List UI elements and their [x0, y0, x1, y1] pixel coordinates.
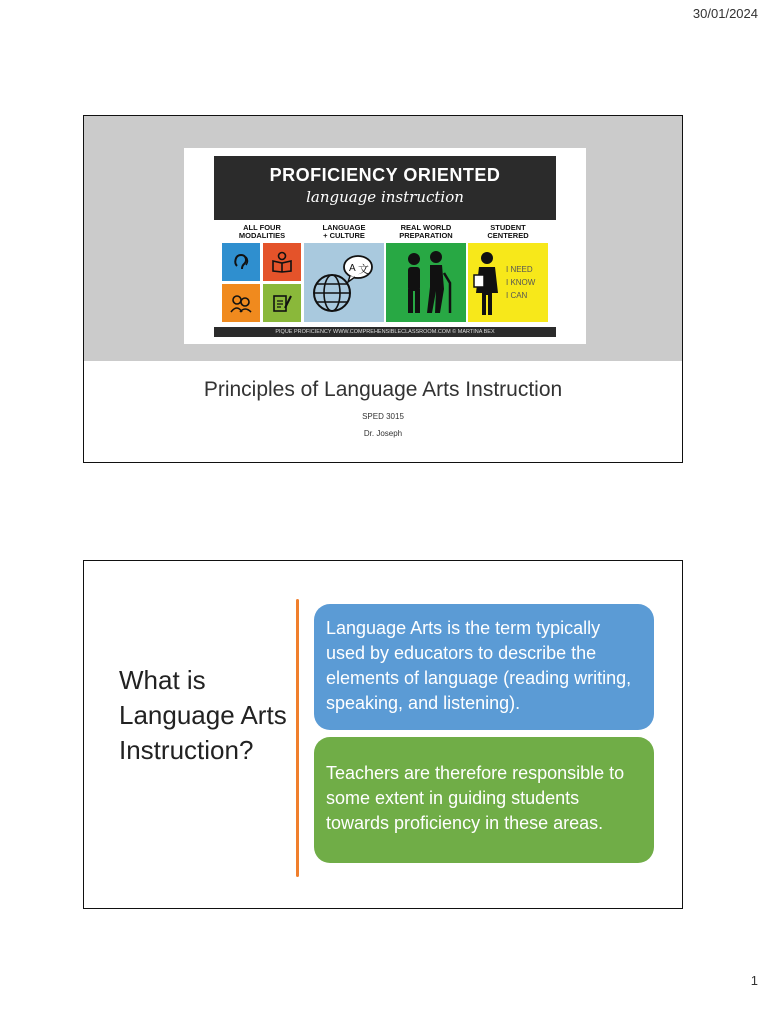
column-label: LANGUAGE + CULTURE	[322, 223, 366, 240]
poster-banner	[214, 156, 556, 220]
walking-people-icon	[386, 243, 466, 322]
poster-footer: PIQUE PROFICIENCY WWW.COMPREHENSIBLECLASSROOM.COM © MARTINA BEX	[214, 327, 556, 337]
student-statements: I NEED I KNOW I CAN	[506, 265, 536, 300]
writing-icon	[263, 284, 301, 322]
svg-text:A: A	[349, 263, 356, 274]
slide-2	[83, 560, 683, 909]
page-number: 1	[750, 973, 758, 988]
slide-1-title: Principles of Language Arts Instruction	[203, 378, 563, 401]
poster-title: PROFICIENCY ORIENTED	[269, 165, 501, 185]
slide-2-heading: What is Language Arts Instruction?	[119, 665, 287, 765]
definition-card: Language Arts is the term typically used by educators to describe the elements of language (reading writing, speaking, and listening).	[314, 604, 654, 730]
responsibility-card: Teachers are therefore responsible to some extent in guiding students towards proficiency in these areas.	[314, 737, 654, 863]
print-date: 30/01/2024	[692, 6, 758, 21]
column-label: STUDENT CENTERED	[487, 223, 529, 240]
speaking-heads-icon	[222, 284, 260, 322]
svg-text:文: 文	[358, 264, 369, 276]
reading-person-icon	[263, 243, 301, 281]
slide-1-image-area	[84, 116, 682, 361]
poster-column-modalities	[222, 224, 302, 324]
column-label: ALL FOUR MODALITIES	[238, 223, 286, 240]
column-label: REAL WORLD PREPARATION	[399, 223, 453, 240]
poster-column-real-world	[386, 224, 466, 324]
proficiency-poster	[184, 148, 586, 344]
vertical-divider	[296, 599, 299, 877]
globe-icon	[314, 275, 350, 311]
student-with-books-icon	[470, 249, 504, 319]
poster-column-student-centered	[468, 224, 548, 324]
slide-1	[83, 115, 683, 463]
language-culture-box	[304, 243, 384, 322]
modalities-grid	[222, 243, 302, 322]
ear-icon	[222, 243, 260, 281]
student-centered-box	[468, 243, 548, 322]
poster-subtitle: language instruction	[306, 188, 464, 206]
course-code: SPED 3015	[362, 412, 404, 421]
author-name: Dr. Joseph	[363, 429, 403, 438]
translate-icon	[344, 256, 372, 282]
poster-column-language-culture	[304, 224, 384, 324]
